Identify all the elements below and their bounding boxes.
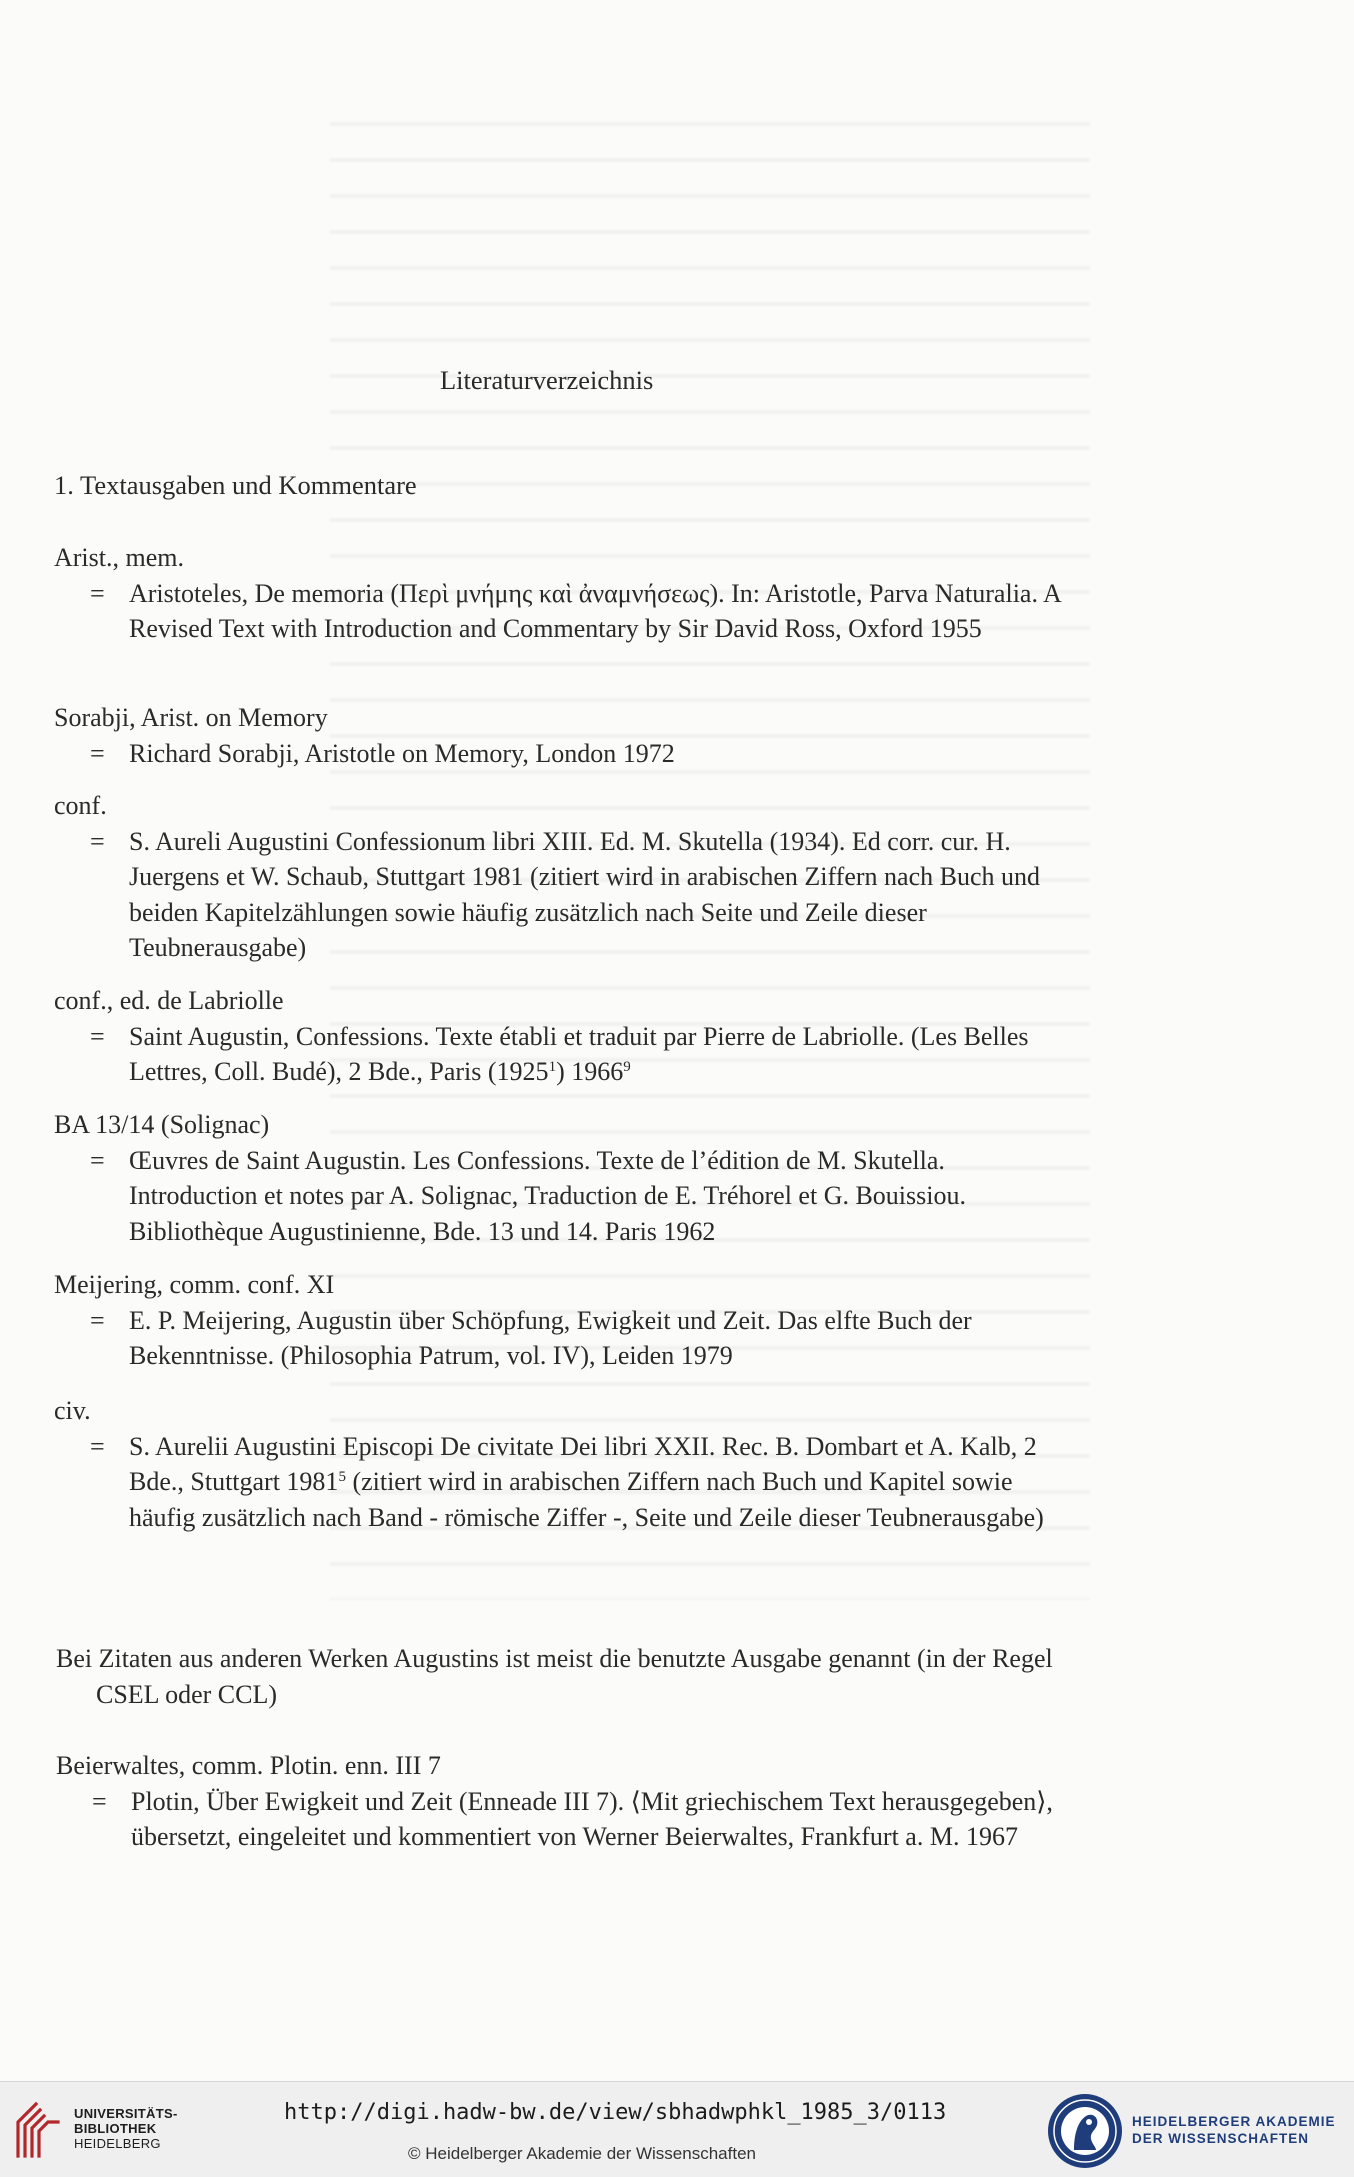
superscript: 9 (623, 1059, 631, 1075)
footer-bar (0, 2081, 1354, 2177)
bibliography-entry (54, 788, 1074, 966)
entry-reference-text: Œuvres de Saint Augustin. Les Confessions. Texte de l’édition de M. Skutella. Introduction et notes par A. Solignac, Traduction de E. Tréhorel et G. Bouissiou. Bibliothèque Augustinienne, Bde. 13 und 14. Paris 1962 (129, 1145, 966, 1246)
entry-key: BA 13/14 (Solignac) (54, 1110, 270, 1139)
bibliography-entry (54, 1107, 1074, 1249)
entry-reference-text: Plotin, Über Ewigkeit und Zeit (Enneade III 7). ⟨Mit griechischem Text herausgegeben⟩, übersetzt, eingeleitet und kommentiert von Werner Beierwaltes, Frankfurt a. M. 1967 (131, 1786, 1053, 1851)
entry-reference-text: E. P. Meijering, Augustin über Schöpfung, Ewigkeit und Zeit. Das elfte Buch der Bekenntnisse. (Philosophia Patrum, vol. IV), Leiden 1979 (129, 1305, 972, 1370)
university-library-logo-icon (14, 2098, 62, 2160)
library-name-line: BIBLIOTHEK (74, 2121, 157, 2136)
equals-sign: = (90, 1145, 105, 1175)
entry-reference-text: S. Aureli Augustini Confessionum libri XIII. Ed. M. Skutella (1934). Ed corr. cur. H. Juergens et W. Schaub, Stuttgart 1981 (zitiert wird in arabischen Ziffern nach Buch und beiden Kapitelzählungen sowie häufig zusätzlich nach Seite und Zeile dieser Teubnerausgabe) (129, 826, 1040, 962)
library-name-line: HEIDELBERG (74, 2136, 161, 2151)
entry-reference (54, 1019, 1074, 1090)
section-heading: 1. Textausgaben und Kommentare (54, 470, 417, 500)
entry-key: Sorabji, Arist. on Memory (54, 703, 328, 732)
academy-name (1132, 2113, 1336, 2147)
entry-reference-text: Aristoteles, De memoria (Περὶ μνήμης καὶ ἀναμνήσεως). In: Aristotle, Parva Naturalia. A Revised Text with Introduction and Commentary by Sir David Ross, Oxford 1955 (129, 578, 1061, 643)
equals-sign: = (90, 578, 105, 608)
entry-reference-text: (zitiert wird in arabischen Ziffern nach Buch und Kapitel sowie häufig zusätzlich nach Band - römische Ziffer -, Seite und Zeile dieser Teubnerausgabe) (129, 1467, 1044, 1532)
entry-reference-text: ) 1966 (556, 1057, 624, 1086)
superscript: 5 (338, 1469, 346, 1485)
equals-sign: = (90, 738, 105, 768)
entry-reference (54, 1143, 1074, 1250)
equals-sign: = (90, 826, 105, 856)
entry-reference (54, 824, 1074, 966)
permalink-url[interactable]: http://digi.hadw-bw.de/view/sbhadwphkl_1985_3/0113 (284, 2100, 947, 2125)
academy-name-line: DER WISSENSCHAFTEN (1132, 2131, 1310, 2146)
university-library-name (74, 2106, 178, 2151)
bibliography-entry (54, 983, 1074, 1090)
superscript: 1 (548, 1059, 557, 1075)
entry-reference (56, 1784, 1076, 1855)
entry-reference (54, 576, 1074, 647)
entry-key: civ. (54, 1396, 91, 1425)
editions-note: Bei Zitaten aus anderen Werken Augustins ist meist die benutzte Ausgabe genannt (in der Regel CSEL oder CCL) (56, 1644, 1053, 1709)
entry-reference-text: Richard Sorabji, Aristotle on Memory, London 1972 (129, 738, 675, 768)
entry-key: conf. (54, 791, 107, 820)
bibliography-entry (54, 540, 1074, 647)
library-name-line: UNIVERSITÄTS- (74, 2106, 178, 2121)
entry-key: Meijering, comm. conf. XI (54, 1270, 335, 1299)
entry-reference (54, 736, 1074, 772)
copyright-notice: © Heidelberger Akademie der Wissenschaften (408, 2144, 756, 2163)
entry-reference-text: S. Aurelii Augustini Episcopi De civitate Dei libri XXII. Rec. B. Dombart et A. Kalb, 2 Bde., Stuttgart 1981 (129, 1431, 1037, 1496)
equals-sign: = (90, 1305, 105, 1335)
entry-reference (54, 1429, 1074, 1536)
bibliography-entry (54, 700, 1074, 771)
entry-reference-text: Saint Augustin, Confessions. Texte établi et traduit par Pierre de Labriolle. (Les Belles Lettres, Coll. Budé), 2 Bde., Paris (1925 (129, 1021, 1029, 1086)
bibliography-entry (56, 1748, 1076, 1855)
entry-reference (54, 1303, 1074, 1374)
bibliography-entry (54, 1393, 1074, 1535)
bibliography-entry (54, 1267, 1074, 1374)
equals-sign: = (90, 1431, 105, 1461)
academy-seal-icon (1046, 2092, 1124, 2170)
entry-key: conf., ed. de Labriolle (54, 986, 284, 1015)
equals-sign: = (92, 1786, 107, 1816)
academy-name-line: HEIDELBERGER AKADEMIE (1132, 2114, 1336, 2129)
entry-key: Beierwaltes, comm. Plotin. enn. III 7 (56, 1751, 441, 1780)
entry-key: Arist., mem. (54, 543, 184, 572)
page-title: Literaturverzeichnis (440, 365, 654, 395)
equals-sign: = (90, 1021, 105, 1051)
